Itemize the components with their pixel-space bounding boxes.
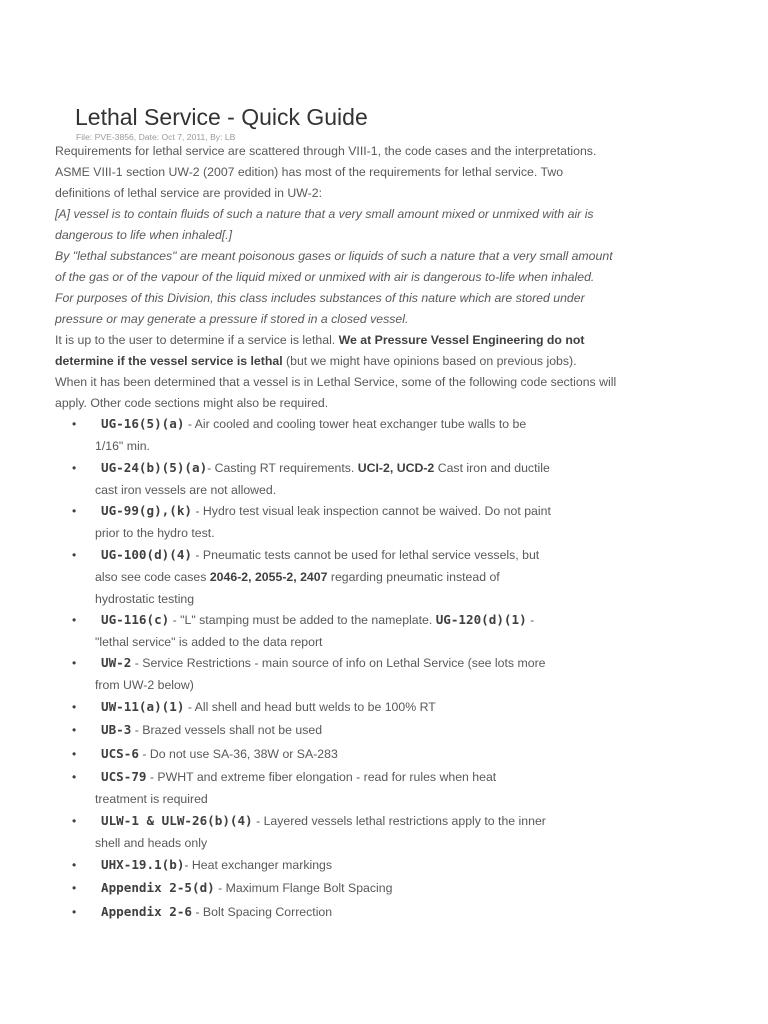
- bullet-marker: •: [72, 461, 77, 475]
- list-item-line: [95, 609, 768, 631]
- code-case-numbers: 2046-2, 2055-2, 2407: [209, 570, 328, 584]
- code-reference: UG-99(g),(k): [101, 503, 192, 518]
- bullet-marker: •: [72, 770, 77, 784]
- text-segment: - Service Restrictions - main source of info on Lethal Service (see lots more: [131, 656, 546, 670]
- intro-line: [55, 372, 616, 393]
- text-segment: 1/16" min.: [95, 439, 150, 453]
- code-reference: Appendix 2-5(d): [101, 880, 215, 895]
- intro-line: [55, 162, 616, 183]
- bullet-marker: •: [72, 747, 77, 761]
- bullet-marker: •: [72, 548, 77, 562]
- bullet-marker: •: [72, 700, 77, 714]
- text-segment: treatment is required: [95, 792, 208, 806]
- list-item-line: [95, 877, 768, 899]
- text-segment: prior to the hydro test.: [95, 526, 215, 540]
- list-item-line: [95, 413, 768, 435]
- text-segment: - Maximum Flange Bolt Spacing: [214, 881, 393, 895]
- text-segment: also see code cases: [95, 570, 210, 584]
- list-item-line: [95, 854, 768, 876]
- text-segment: - Layered vessels lethal restrictions apply to the inner: [252, 814, 546, 828]
- intro-line: [55, 351, 616, 372]
- bullet-marker: •: [72, 881, 77, 895]
- list-item: [0, 766, 768, 810]
- bullet-marker: •: [72, 858, 77, 872]
- list-item-line: [95, 766, 768, 788]
- list-item-line: [95, 435, 768, 457]
- text-segment: - Air cooled and cooling tower heat exchanger tube walls to be: [184, 417, 527, 431]
- list-item-line: [95, 832, 768, 854]
- bullet-marker: •: [72, 723, 77, 737]
- code-reference: UCI-2, UCD-2: [357, 461, 435, 475]
- bold-statement: We at Pressure Vessel Engineering do not: [338, 333, 585, 347]
- text-segment: It is up to the user to determine if a service is lethal.: [55, 333, 339, 347]
- list-item: [0, 413, 768, 457]
- code-reference: UG-100(d)(4): [101, 547, 192, 562]
- intro-line: [55, 183, 616, 204]
- code-reference: ULW-1 & ULW-26(b)(4): [101, 813, 253, 828]
- text-segment: - Brazed vessels shall not be used: [131, 723, 323, 737]
- text-segment: [A] vessel is to contain fluids of such a nature that a very small amount mixed or unmixed with air is: [55, 207, 594, 221]
- list-item-line: [95, 631, 768, 653]
- bullet-marker: •: [72, 814, 77, 828]
- list-item-line: [95, 479, 768, 501]
- code-reference: UW-2: [101, 655, 132, 670]
- list-item: [0, 719, 768, 741]
- bullet-marker: •: [72, 504, 77, 518]
- text-segment: "lethal service" is added to the data report: [95, 635, 323, 649]
- text-segment: - Casting RT requirements.: [207, 461, 358, 475]
- text-segment: -: [526, 613, 535, 627]
- list-item: [0, 743, 768, 765]
- code-reference: UG-16(5)(a): [101, 416, 185, 431]
- text-segment: - Hydro test visual leak inspection cannot be waived. Do not paint: [192, 504, 551, 518]
- list-item-line: [95, 696, 768, 718]
- text-segment: - All shell and head butt welds to be 100% RT: [184, 700, 436, 714]
- quoted-definition-line: [55, 225, 616, 246]
- list-item-line: [95, 719, 768, 741]
- list-item: [0, 500, 768, 544]
- list-item: [0, 854, 768, 876]
- text-segment: - "L" stamping must be added to the nameplate.: [169, 613, 436, 627]
- list-item-line: [95, 500, 768, 522]
- code-reference: Appendix 2-6: [101, 904, 192, 919]
- text-segment: - Do not use SA-36, 38W or SA-283: [138, 747, 338, 761]
- list-item-line: [95, 652, 768, 674]
- text-segment: Requirements for lethal service are scattered through VIII-1, the code cases and the interpretations.: [55, 144, 597, 158]
- code-reference: UCS-6: [101, 746, 139, 761]
- list-item-line: [95, 743, 768, 765]
- code-reference: UG-24(b)(5)(a): [101, 460, 208, 475]
- text-segment: By "lethal substances" are meant poisonous gases or liquids of such a nature that a very small amount: [55, 249, 613, 263]
- code-reference: UB-3: [101, 722, 132, 737]
- list-item: [0, 810, 768, 854]
- intro-line: [55, 141, 616, 162]
- list-item-line: [95, 674, 768, 696]
- page-title: Lethal Service - Quick Guide: [75, 104, 368, 130]
- text-segment: of the gas or of the vapour of the liquid mixed or unmixed with air is dangerous to-life when inhaled.: [55, 270, 595, 284]
- text-segment: For purposes of this Division, this class includes substances of this nature which are stored under: [55, 291, 585, 305]
- list-item: [0, 696, 768, 718]
- list-item: [0, 457, 768, 501]
- text-segment: Cast iron and ductile: [434, 461, 550, 475]
- text-segment: apply. Other code sections might also be required.: [55, 396, 329, 410]
- text-segment: dangerous to life when inhaled[.]: [55, 228, 233, 242]
- list-item: [0, 609, 768, 653]
- list-item-line: [95, 588, 768, 610]
- list-item-line: [95, 544, 768, 566]
- text-segment: (but we might have opinions based on previous jobs).: [282, 354, 577, 368]
- quoted-definition-line: [55, 246, 616, 267]
- bullet-marker: •: [72, 613, 77, 627]
- text-segment: - Heat exchanger markings: [184, 858, 333, 872]
- text-segment: regarding pneumatic instead of: [327, 570, 500, 584]
- text-segment: pressure or may generate a pressure if stored in a closed vessel.: [55, 312, 409, 326]
- list-item-line: [95, 810, 768, 832]
- list-item-line: [95, 457, 768, 479]
- text-segment: - Pneumatic tests cannot be used for lethal service vessels, but: [192, 548, 540, 562]
- list-item: [0, 901, 768, 923]
- intro-line: [55, 393, 616, 414]
- bullet-marker: •: [72, 417, 77, 431]
- quoted-definition-line: [55, 204, 616, 225]
- text-segment: - Bolt Spacing Correction: [192, 905, 333, 919]
- text-segment: from UW-2 below): [95, 678, 194, 692]
- intro-text: [55, 141, 616, 414]
- list-item: [0, 544, 768, 610]
- text-segment: hydrostatic testing: [95, 592, 195, 606]
- text-segment: shell and heads only: [95, 836, 208, 850]
- code-reference: UHX-19.1(b): [101, 857, 185, 872]
- quoted-definition-line: [55, 288, 616, 309]
- bold-statement: determine if the vessel service is lethal: [55, 354, 283, 368]
- text-segment: When it has been determined that a vessel is in Lethal Service, some of the following code sections will: [55, 375, 617, 389]
- code-reference: UG-116(c): [101, 612, 170, 627]
- text-segment: - PWHT and extreme fiber elongation - read for rules when heat: [146, 770, 497, 784]
- list-item-line: [95, 901, 768, 923]
- list-item-line: [95, 522, 768, 544]
- quoted-definition-line: [55, 267, 616, 288]
- quoted-definition-line: [55, 309, 616, 330]
- bullet-marker: •: [72, 656, 77, 670]
- text-segment: definitions of lethal service are provided in UW-2:: [55, 186, 323, 200]
- code-reference: UG-120(d)(1): [435, 612, 527, 627]
- code-reference: UW-11(a)(1): [101, 699, 185, 714]
- intro-line: [55, 330, 616, 351]
- text-segment: cast iron vessels are not allowed.: [95, 483, 277, 497]
- code-reference: UCS-79: [101, 769, 147, 784]
- list-item-line: [95, 566, 768, 588]
- text-segment: ASME VIII-1 section UW-2 (2007 edition) has most of the requirements for lethal service. Two: [55, 165, 564, 179]
- bullet-marker: •: [72, 905, 77, 919]
- document-meta: File: PVE-3856, Date: Oct 7, 2011, By: LB: [76, 132, 236, 142]
- list-item: [0, 877, 768, 899]
- list-item-line: [95, 788, 768, 810]
- list-item: [0, 652, 768, 696]
